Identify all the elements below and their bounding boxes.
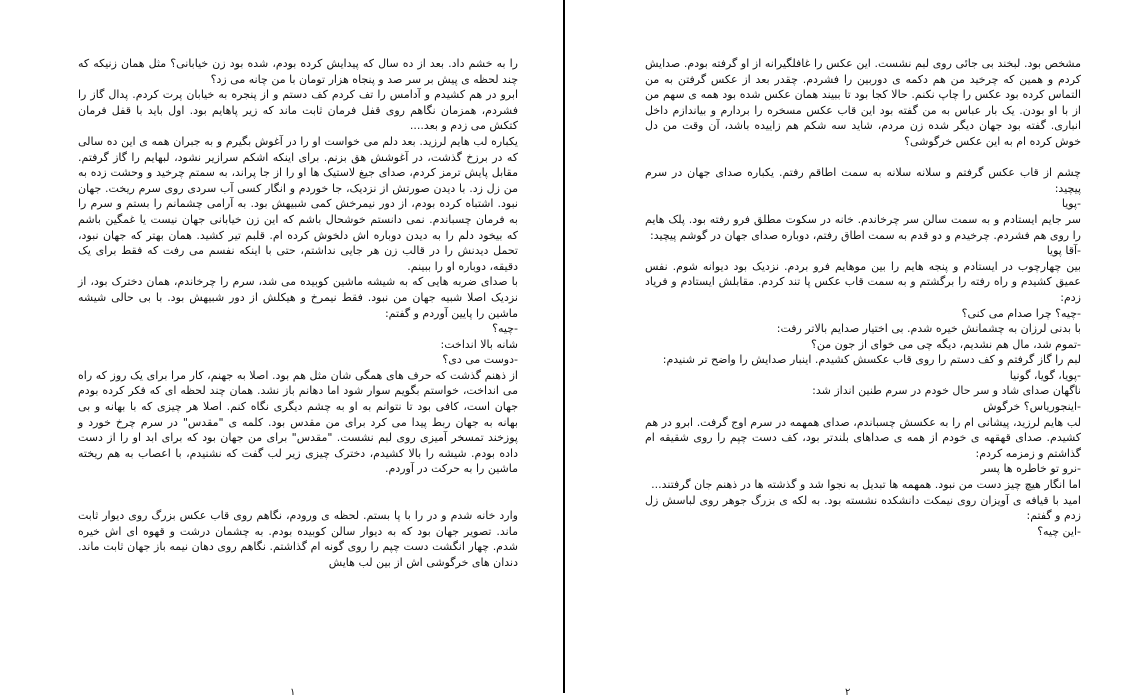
dialogue-line: -نرو تو خاطره ها پسر xyxy=(981,462,1081,476)
paragraph: بین چهارچوب در ایستادم و پنجه هایم را بین موهایم فرو بردم. نزدیک بود دیوانه شوم. نفس عمیق کشیدم و راه رفته را برگشتم و به سمت قاب عکس پا تند کردم. مقابلش ایستادم و فریاد زدم: xyxy=(645,259,1081,304)
section-break xyxy=(78,477,518,508)
page-divider xyxy=(563,0,565,693)
paragraph: ابرو در هم کشیدم و آدامس را تف کردم کف دستم و از پنجره به خیابان پرت کردم. پدال گاز را فشردم، همزمان نگاهم روی قفل فرمان ثابت ماند که زیر پاهایم بود. اول باید با قفل فرمان کتکش می زدم و بعد.... xyxy=(78,88,518,133)
dialogue-line: -اینجوریاس؟ خرگوش xyxy=(983,400,1081,414)
paragraph: با صدای ضربه هایی که به شیشه ماشین کوبیده می شد، سرم را چرخاندم، همان دخترک بود، از نزدیک اصلا شبیه جهان من نبود. فقط نیمرخ و هیکلش از دور شبیهش بود. با بی حالی شیشه ماشین را پایین آوردم و گفتم: xyxy=(78,275,518,320)
paragraph: از ذهنم گذشت که حرف های همگی شان مثل هم بود. اصلا به جهنم، کار مرا برای یک روز که راه می انداخت، خواستم بگویم سوار شود اما دهانم باز نشد. همان چند لحظه ای که فکر کرده بودم جهان است، کافی بود تا نتوانم به او به چشم دیگری نگاه کنم. اصلا هر چیزی که با بهانه و بی بهانه به جهان ربط پیدا می کرد برای من مقدس بود. کلمه ی "مقدس" در سرم چرخ خورد و پوزخند تمسخر آمیزی روی لبم نشست. "مقدس" برای من جهان بود که برای ابد او را از دست داده بودم. شیشه را بالا کشیدم، دخترک چیزی زیر لب گفت که نشنیدم، با اعصاب به هم ریخته ماشین را به حرکت در آوردم. xyxy=(78,368,518,476)
dialogue-line: -پویا xyxy=(1061,197,1081,211)
paragraph: چشم از قاب عکس گرفتم و سلانه سلانه به سمت اطاقم رفتم. یکباره صدای جهان در سرم پیچید: xyxy=(645,166,1081,195)
paragraph: با بدنی لرزان به چشمانش خیره شدم. بی اختیار صدایم بالاتر رفت: xyxy=(776,322,1081,336)
paragraph: مشخص بود. لبخند بی جائی روی لبم نشست. این عکس را غافلگیرانه از او گرفته بودم. صدایش کردم و همین که چرخید من هم دکمه ی دوربین را فشردم. چقدر بعد از عکس گرفتن به من التماس کرده بود عکس را چاپ نکنم. حالا کجا بود تا ببیند همان عکس شده بود همه ی سهم من از با او بودن. یک بار عباس به من گفته بود این قاب عکس مسخره را بردارم و بیاندازم داخل انباری. گفته بود جهان دیگر شده زن مردم، شاید سه شکم هم زاییده باشد، آن وقت من دل خوش کرده ام به این عکس خرگوشی؟ xyxy=(645,57,1081,148)
paragraph: امید با قیافه ی آویزان روی نیمکت دانشکده نشسته بود. به لکه ی بزرگ جوهر روی لباسش زل زدم و گفتم: xyxy=(645,493,1081,523)
paragraph: وارد خانه شدم و در را با پا بستم. لحظه ی ورودم، نگاهم روی قاب عکس بزرگ روی دیوار ثابت ماند. تصویر جهان بود که به دیوار سالن کوبیده بودم. به چشمان درشت و قهوه ای اش خیره شدم. چهار انگشت دست چپم را روی گونه ام گذاشتم. نگاهم روی دهان نیمه باز جهان ثابت ماند. دندان های خرگوشی اش از بین لب هایش xyxy=(78,509,518,569)
dialogue-line: شانه بالا انداخت: xyxy=(440,337,518,351)
paragraph: لبم را گاز گرفتم و کف دستم را روی قاب عکسش کشیدم. اینبار صدایش را واضح تر شنیدم: xyxy=(662,353,1081,367)
dialogue-line: -آقا پویا xyxy=(1046,244,1081,258)
paragraph: سر جایم ایستادم و به سمت سالن سر چرخاندم. خانه در سکوت مطلق فرو رفته بود. پلک هایم را روی هم فشردم. چرخیدم و دو قدم به سمت اطاق رفتم، دوباره صدای جهان در گوشم پیچید: xyxy=(645,212,1081,242)
paragraph: اما انگار هیچ چیز دست من نبود. همهمه ها تبدیل به نجوا شد و گذشته ها در ذهنم جان گرفتند... xyxy=(651,478,1081,492)
dialogue-line: -چیه؟ xyxy=(492,322,518,336)
dialogue-line: -دوست می دی؟ xyxy=(442,353,518,367)
right-page xyxy=(645,56,1081,693)
right-page-number: ۲ xyxy=(845,687,851,698)
dialogue-line: -تموم شد، مال هم نشدیم، دیگه چی می خوای از جون من؟ xyxy=(811,337,1081,351)
left-page xyxy=(78,56,518,693)
paragraph: یکباره لب هایم لرزید. بعد دلم می خواست او را در آغوش بگیرم و به جبران همه ی این ده سالی که در برزخ گذشت، در آغوشش هق بزنم. برای اینکه اشکم سرازیر نشود، لبهایم را گاز گرفتم. مقابل پایش ترمز کردم، صدای جیغ لاستیک ها او را از جا پراند، به سمتم چرخید و وحشت زده به من زل زد. با دیدن صورتش از نزدیک، جا خوردم و انگار کسی آب سردی روی سرم ریخت. جهان نبود. اشتباه کرده بودم، از دور نیمرخش کمی شبیهش بود. به آرامی چشمانم را بستم و سرم را به فرمان چسباندم. نمی دانستم خوشحال باشم که این زن خیابانی جهان نیست یا غمگین باشم که بیخود دلم را به دیدن دوباره اش دلخوش کرده ام. قلبم تیر کشید. همان بهتر که جهان نبود، تحمل دیدنش را در قالب زن هر جایی نداشتم، حتی با اینکه نفسم می رفت که فقط برای یک دقیقه، دوباره او را ببینم. xyxy=(78,134,518,273)
dialogue-line: -این چیه؟ xyxy=(1037,524,1081,538)
paragraph: ناگهان صدای شاد و سر حال خودم در سرم طنین انداز شد: xyxy=(812,384,1081,398)
dialogue-line: -پویا، گویا، گونیا xyxy=(1009,368,1081,382)
dialogue-line: -چیه؟ چرا صدام می کنی؟ xyxy=(961,306,1081,320)
left-page-number: ۱ xyxy=(290,687,296,698)
paragraph: لب هایم لرزید، پیشانی ام را به عکسش چسباندم، صدای همهمه در سرم اوج گرفت. ابرو در هم کشیدم. صدای قهقهه ی خودم از همه ی صداهای بلندتر بود، کف دست چپم را روی شقیقه ام گذاشتم و زمزمه کردم: xyxy=(645,415,1081,460)
paragraph-gap xyxy=(645,150,1081,166)
paragraph: را به خشم داد. بعد از ده سال که پیدایش کرده بودم، شده بود زن خیابانی؟ مثل همان زنیکه که چند لحظه ی پیش بر سر صد و پنجاه هزار تومان با من چانه می زد؟ xyxy=(78,57,518,86)
